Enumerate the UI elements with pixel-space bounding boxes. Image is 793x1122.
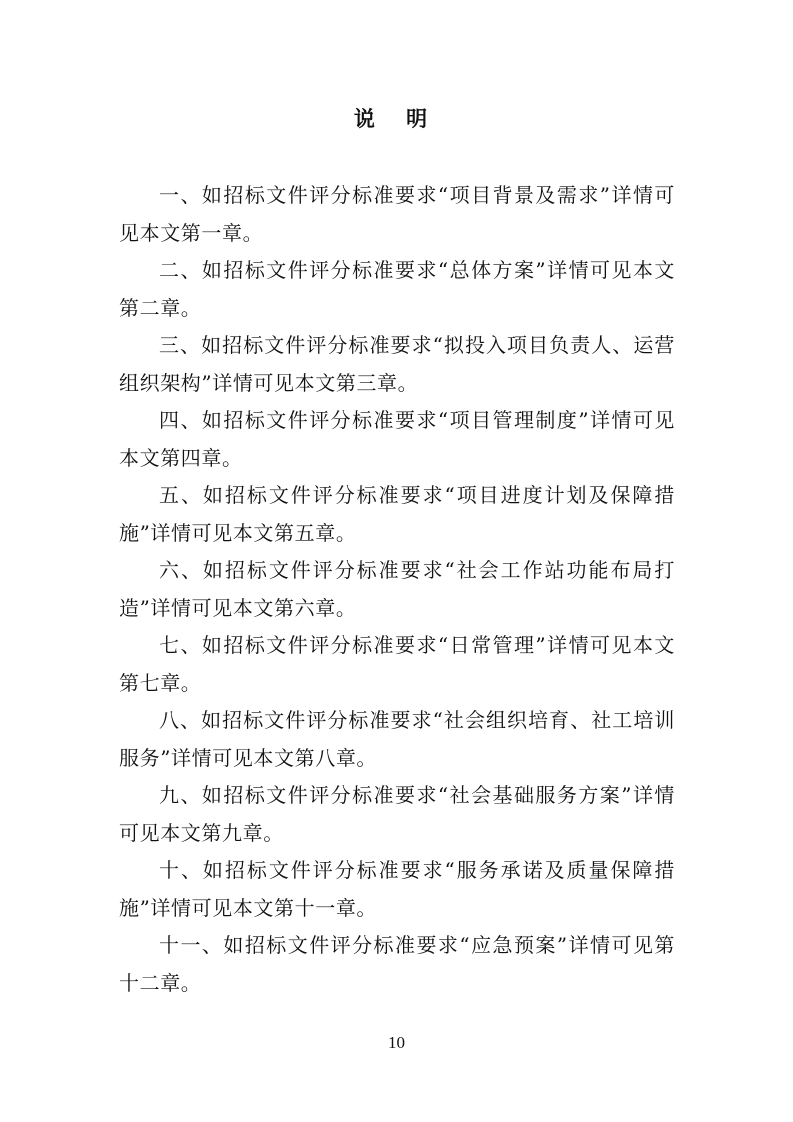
paragraph-7: 七、如招标文件评分标准要求“日常管理”详情可见本文第七章。 <box>119 633 675 695</box>
paragraph-5: 五、如招标文件评分标准要求“项目进度计划及保障措施”详情可见本文第五章。 <box>119 483 675 545</box>
document-body <box>119 177 675 1002</box>
paragraph-8: 八、如招标文件评分标准要求“社会组织培育、社工培训服务”详情可见本文第八章。 <box>119 708 675 770</box>
paragraph-11: 十一、如招标文件评分标准要求“应急预案”详情可见第十二章。 <box>119 933 675 995</box>
page-number: 10 <box>388 1033 405 1052</box>
page-title: 说 明 <box>353 107 440 131</box>
paragraph-3: 三、如招标文件评分标准要求“拟投入项目负责人、运营组织架构”详情可见本文第三章。 <box>119 333 675 395</box>
paragraph-9: 九、如招标文件评分标准要求“社会基础服务方案”详情可见本文第九章。 <box>119 783 675 845</box>
paragraph-10: 十、如招标文件评分标准要求“服务承诺及质量保障措施”详情可见本文第十一章。 <box>119 858 675 920</box>
paragraph-1: 一、如招标文件评分标准要求“项目背景及需求”详情可见本文第一章。 <box>119 183 675 245</box>
paragraph-4: 四、如招标文件评分标准要求“项目管理制度”详情可见本文第四章。 <box>119 408 675 470</box>
paragraph-6: 六、如招标文件评分标准要求“社会工作站功能布局打造”详情可见本文第六章。 <box>119 558 675 620</box>
paragraph-2: 二、如招标文件评分标准要求“总体方案”详情可见本文第二章。 <box>119 258 675 320</box>
